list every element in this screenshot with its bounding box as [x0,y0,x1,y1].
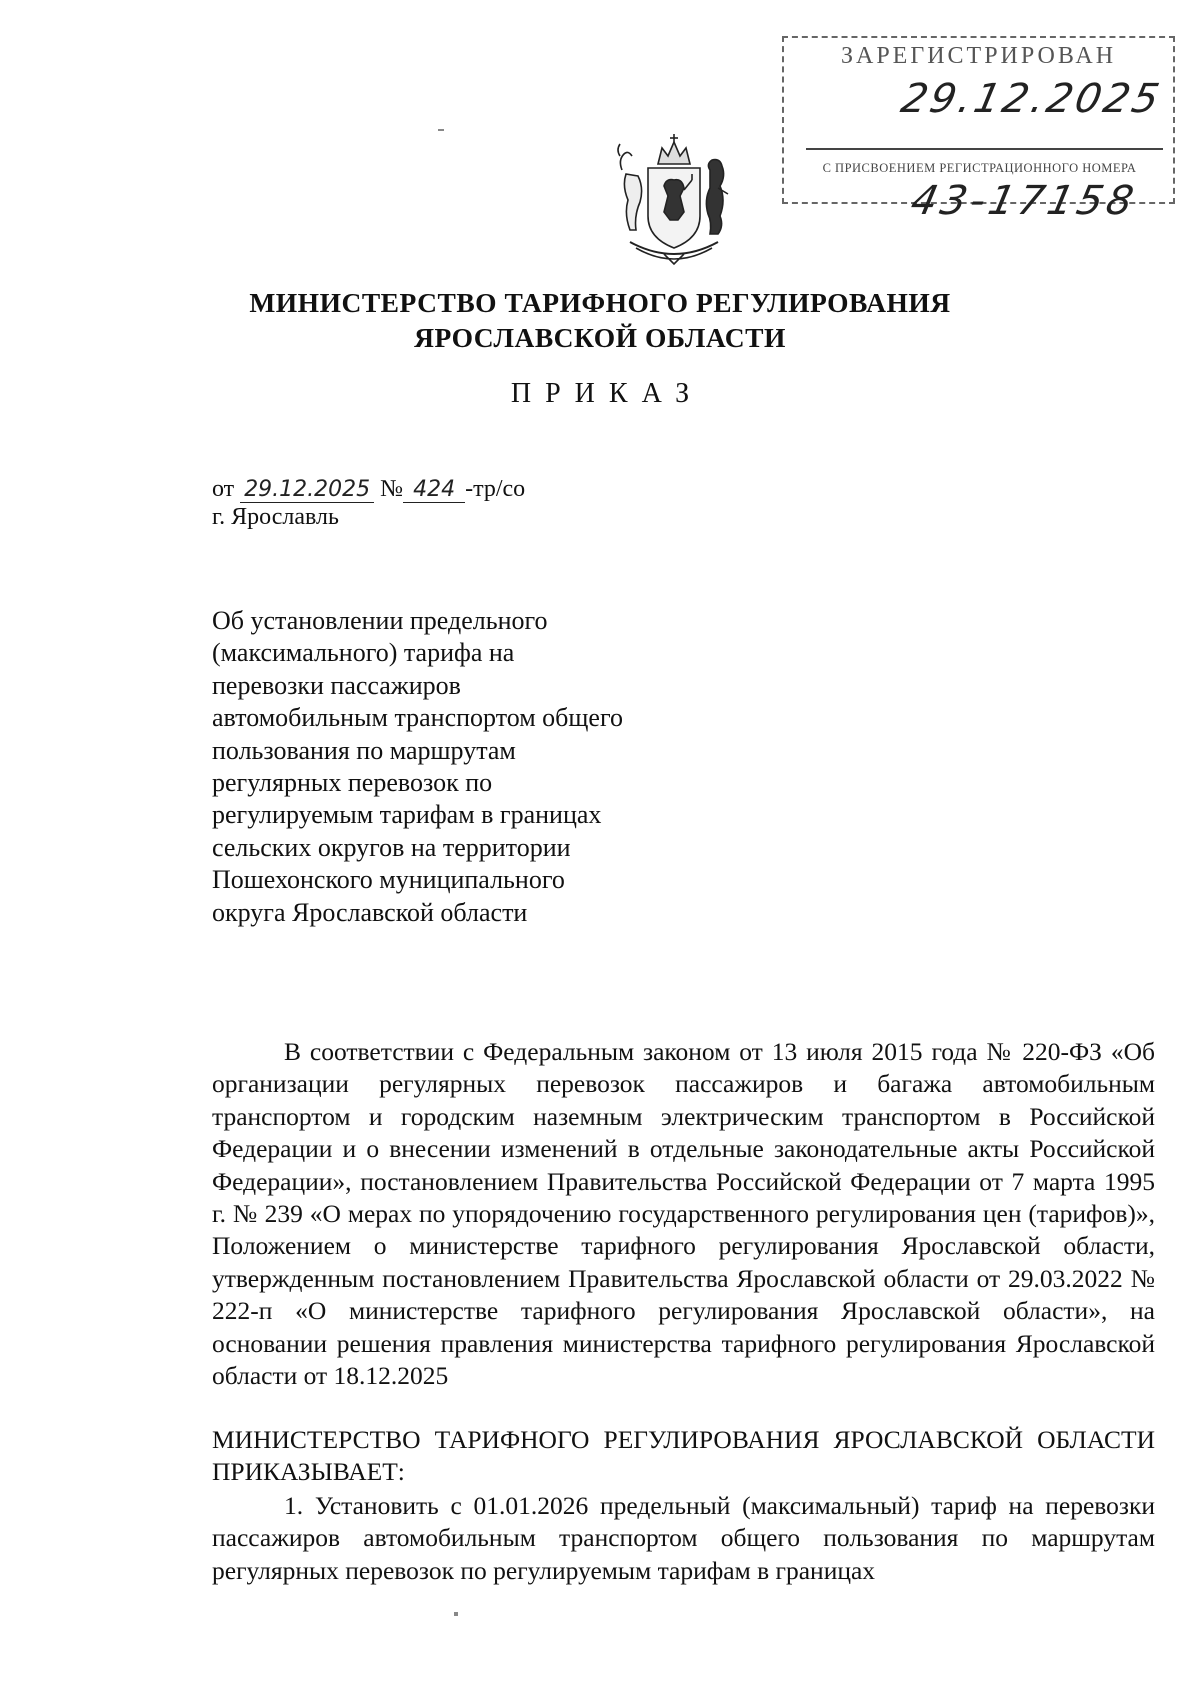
document-type: ПРИКАЗ [510,378,704,409]
order-subject: Об установлении предельного (максимального) тарифа на перевозки пассажиров автомобильным транспортом общего пользования по маршрутам регулярных перевозок по регулируемым тарифам в границах сельских округов на территории Пошехонского муниципального округа Ярославской области [212,606,623,927]
stamp-number: 43-17158 [906,178,1142,224]
date-prefix: от [212,476,235,502]
stamp-date: 29.12.2025 [897,76,1166,122]
stamp-divider [806,148,1163,150]
stamp-subtitle: С ПРИСВОЕНИЕМ РЕГИСТРАЦИОННОГО НОМЕРА [822,161,1137,175]
orders-line: МИНИСТЕРСТВО ТАРИФНОГО РЕГУЛИРОВАНИЯ ЯРОСЛАВСКОЙ ОБЛАСТИ ПРИКАЗЫВАЕТ: [212,1425,1155,1487]
preamble-paragraph: В соответствии с Федеральным законом от 13 июля 2015 года № 220-ФЗ «Об организации регулярных перевозок пассажиров и багажа автомобильным транспортом и городским наземным электрическим транспортом в Российской Федерации и о внесении изменений в отдельные законодательные акты Российской Федерации», постановлением Правительства Российской Федерации от 7 марта 1995 г. № 239 «О мерах по упорядочению государственного регулирования цен (тарифов)», Положением о министерстве тарифного регулирования Ярославской области, утвержденным постановлением Правительства Ярославской области от 29.03.2022 № 222-п «О министерстве тарифного регулирования Ярославской области», на основании решения правления министерства тарифного регулирования Ярославской области от 18.12.2025 [212,1037,1155,1391]
ministry-name-line2: ЯРОСЛАВСКОЙ ОБЛАСТИ [414,322,786,353]
scan-artifact [454,1612,458,1616]
order-date-line [212,476,525,503]
coat-of-arms-emblem [608,130,740,270]
order-number: 424 [403,478,465,503]
city: г. Ярославль [212,504,339,530]
registration-stamp [782,36,1175,224]
number-prefix: № [380,476,404,502]
coat-of-arms-icon [608,130,740,270]
order-item-1: 1. Установить с 01.01.2026 предельный (максимальный) тариф на перевозки пассажиров автомобильным транспортом общего пользования по маршрутам регулярных перевозок по регулируемым тарифам в границах [212,1491,1155,1585]
number-suffix: -тр/со [465,476,526,502]
ministry-name-line1: МИНИСТЕРСТВО ТАРИФНОГО РЕГУЛИРОВАНИЯ [249,287,951,318]
order-date: 29.12.2025 [240,478,374,503]
scan-artifact [438,129,444,131]
stamp-title: ЗАРЕГИСТРИРОВАН [840,43,1117,69]
